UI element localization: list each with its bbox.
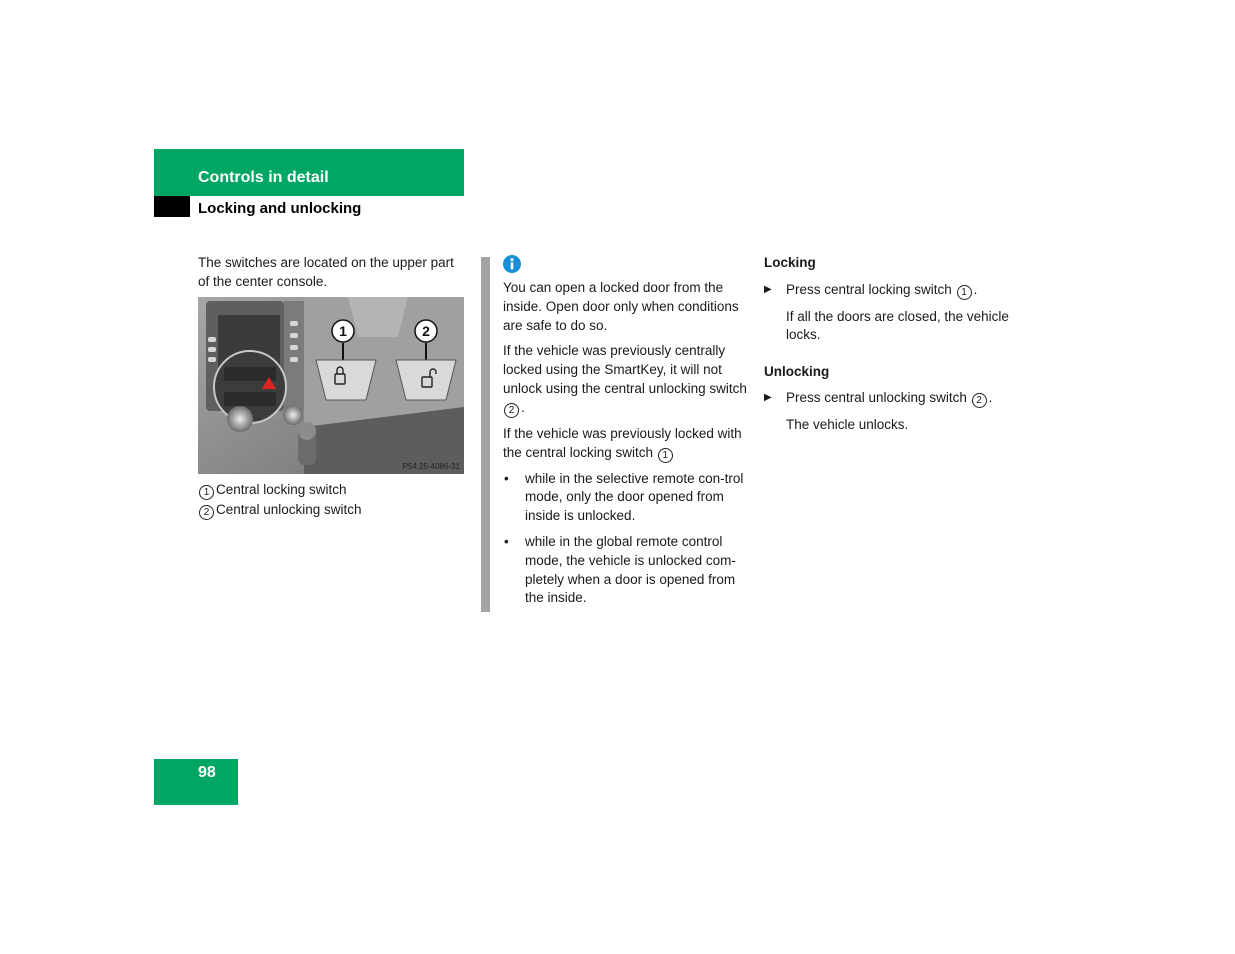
legend-text: Central locking switch: [216, 482, 347, 497]
subsection-marker: [154, 196, 190, 217]
locking-result: If all the doors are closed, the vehicle locks.: [786, 308, 1009, 342]
step-arrow-icon: ▶: [764, 392, 772, 403]
info-paragraph: [503, 342, 749, 417]
info-paragraph-text: If the vehicle was previously centrally locked using the SmartKey, it will not unlock using the central unlocking switch: [503, 343, 747, 396]
info-note: [503, 279, 749, 615]
step-arrow-icon: ▶: [764, 283, 772, 295]
legend-item: [198, 500, 362, 520]
switch-number: 2: [972, 393, 987, 408]
unlocking-result: The vehicle unlocks.: [786, 417, 909, 432]
switch-number: 1: [957, 285, 972, 300]
figure-legend: [198, 480, 362, 520]
section-title: Controls in detail: [198, 169, 329, 186]
central-locking-switch: [316, 360, 376, 400]
info-paragraph-text: If the vehicle was previously locked with the central locking switch: [503, 425, 742, 460]
locking-step: [764, 281, 1034, 300]
subsection-title: Locking and unlocking: [198, 200, 362, 217]
callout-2-label: 2: [422, 323, 430, 339]
step-end: .: [988, 390, 993, 405]
legend-item: [198, 480, 362, 500]
unlocking-heading: Unlocking: [764, 363, 830, 379]
step-text: Press central locking switch: [786, 281, 956, 297]
info-paragraph: [503, 425, 749, 463]
legend-text: Central unlocking switch: [216, 502, 362, 517]
callout-1-label: 1: [339, 323, 347, 339]
switch-number: 2: [504, 403, 519, 418]
legend-number: 1: [199, 485, 214, 500]
info-paragraph-end: .: [521, 399, 525, 415]
console-figure: [198, 297, 464, 474]
info-bullet-list: [503, 470, 749, 609]
figure-code: P54.25-4086-31: [402, 462, 460, 471]
info-paragraph: You can open a locked door from the inside. Open door only when conditions are safe to do so.: [503, 280, 739, 333]
step-end: .: [973, 281, 978, 297]
list-item: • while in the global remote control mode, the vehicle is unlocked com-pletely when a door is opened from the inside.: [503, 533, 749, 608]
console-illustration: [198, 297, 464, 474]
list-item: • while in the selective remote con-trol mode, only the door opened from inside is unlocked.: [503, 470, 749, 526]
locking-heading: Locking: [764, 255, 816, 270]
page-number: 98: [198, 764, 216, 781]
instructions-column: [764, 254, 1034, 453]
step-text: Press central unlocking switch: [786, 390, 971, 405]
switch-number: 1: [658, 448, 673, 463]
intro-text: The switches are located on the upper part of the center console.: [198, 255, 454, 289]
unlocking-step: [764, 389, 1034, 408]
legend-number: 2: [199, 505, 214, 520]
info-icon: [503, 255, 521, 273]
central-unlocking-switch: [396, 360, 456, 400]
info-side-bar: [481, 257, 490, 612]
page-number-box: [154, 759, 238, 805]
